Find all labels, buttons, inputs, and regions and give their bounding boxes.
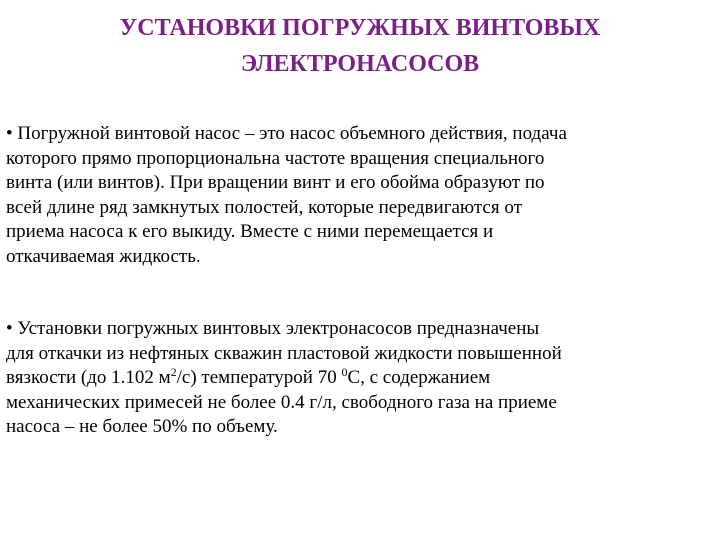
paragraph-2-line: механических примесей не более 0.4 г/л, свободного газа на приеме bbox=[6, 391, 557, 413]
paragraph-1-line: винта (или винтов). При вращении винт и его обойма образуют по bbox=[6, 172, 545, 194]
paragraph-2-line: для откачки из нефтяных скважин пластовой жидкости повышенной bbox=[6, 342, 562, 364]
paragraph-1-line: • Погружной винтовой насос – это насос объемного действия, подача bbox=[6, 123, 567, 144]
paragraph-2 bbox=[6, 317, 718, 440]
slide-title bbox=[40, 10, 680, 82]
superscript-0: 0 bbox=[341, 365, 348, 380]
viscosity-text-a: вязкости (до 1.102 м bbox=[6, 367, 171, 389]
paragraph-1-line: приема насоса к его выкиду. Вместе с ними перемещается и bbox=[6, 221, 494, 243]
paragraph-1-line: откачиваемая жидкость. bbox=[6, 245, 201, 267]
paragraph-2-line: • Установки погружных винтовых электронасосов предназначены bbox=[6, 318, 540, 339]
paragraph-2-line: насоса – не более 50% по объему. bbox=[6, 416, 278, 438]
paragraph-1-line: всей длине ряд замкнутых полостей, которые передвигаются от bbox=[6, 196, 522, 218]
paragraph-2-line-viscosity bbox=[6, 366, 718, 391]
viscosity-text-b: /с) температурой 70 bbox=[176, 367, 342, 389]
title-line-1: УСТАНОВКИ ПОГРУЖНЫХ ВИНТОВЫХ bbox=[119, 15, 601, 41]
paragraph-1-line: которого прямо пропорциональна частоте вращения специального bbox=[6, 147, 545, 169]
superscript-2: 2 bbox=[170, 365, 177, 380]
viscosity-text-c: С, с содержанием bbox=[347, 367, 491, 389]
title-line-2: ЭЛЕКТРОНАСОСОВ bbox=[240, 51, 480, 77]
paragraph-1 bbox=[6, 122, 718, 270]
